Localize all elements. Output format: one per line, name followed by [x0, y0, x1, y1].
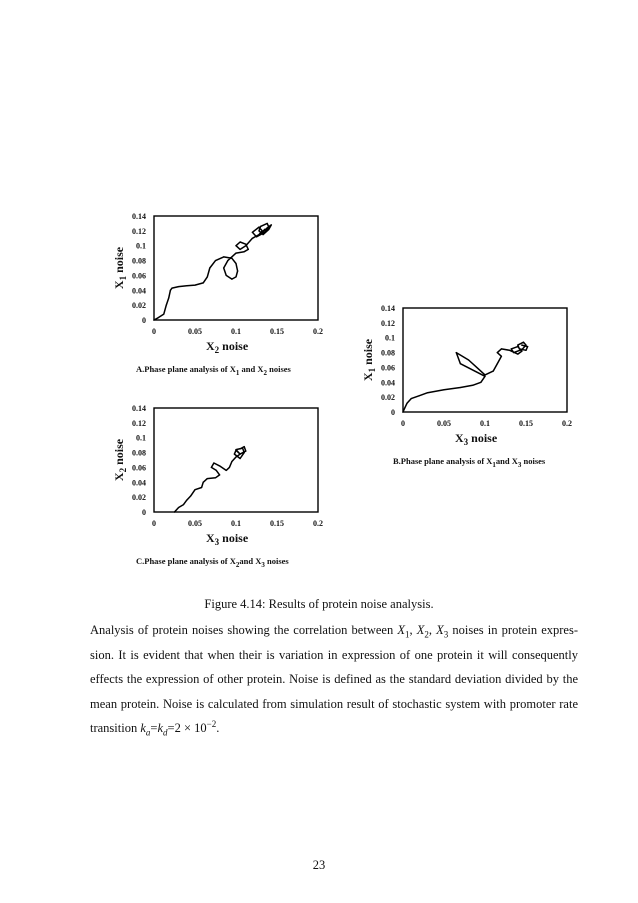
y-tick-label: 0.1 [136, 241, 146, 251]
trajectory-point [229, 467, 230, 468]
y-tick-label: 0.1 [136, 433, 146, 443]
trajectory-point [194, 489, 195, 490]
y-axis-label: $X_1$ noise [112, 246, 128, 290]
caption-part: 1 [492, 461, 496, 469]
plot-svg [108, 402, 338, 569]
trajectory-point [411, 398, 412, 399]
trajectory-point [480, 382, 481, 383]
y-tick-label: 0.14 [132, 404, 146, 413]
trajectory-point [517, 353, 518, 354]
y-tick-label: 0.08 [132, 256, 146, 266]
y-tick-label: 0.12 [132, 418, 146, 428]
trajectory-point [262, 232, 263, 233]
y-tick-label: 0.08 [132, 448, 146, 458]
caption-part: and X [239, 364, 264, 374]
trajectory-point [521, 349, 522, 350]
trajectory-point [484, 374, 485, 375]
caption-part: 2 [235, 561, 240, 569]
trajectory-point [166, 305, 167, 306]
trajectory-point [513, 352, 514, 353]
caption-part: 3 [517, 461, 522, 469]
y-axis-label: $X_1$ noise [361, 338, 377, 382]
trajectory-point [256, 236, 257, 237]
x-tick-label: 0.05 [188, 327, 202, 336]
trajectory-point [190, 495, 191, 496]
y-tick-label: 0.06 [132, 271, 146, 281]
trajectory-point [209, 267, 210, 268]
trajectory-point [223, 267, 224, 268]
trajectory-point [207, 276, 208, 277]
y-tick-label: 0.04 [381, 378, 395, 388]
trajectory-point [268, 229, 269, 230]
figure-caption: Figure 4.14: Results of protein noise analysis. [204, 597, 434, 611]
trajectory-point [244, 452, 245, 453]
text-segment: X [397, 623, 405, 637]
trajectory-point [252, 238, 253, 239]
trajectory-point [171, 287, 172, 288]
trajectory-point [260, 226, 261, 227]
trajectory-point [178, 507, 179, 508]
trajectory-point [456, 352, 457, 353]
x-tick-label: 0.15 [270, 327, 284, 336]
x-tick-label: 0 [152, 519, 156, 528]
caption-part: noises [264, 556, 289, 566]
text-segment: 2 [424, 629, 429, 640]
trajectory-point [402, 411, 403, 412]
y-tick-label: 0.04 [132, 286, 146, 296]
y-tick-label: 0.06 [132, 463, 146, 473]
plot-svg [108, 210, 338, 377]
text-segment: d [163, 727, 168, 738]
caption-part: and X [239, 556, 262, 566]
trajectory-point [501, 356, 502, 357]
trajectory-point [235, 456, 236, 457]
trajectory-point [419, 395, 420, 396]
trajectory-point [497, 363, 498, 364]
trajectory-point [404, 408, 405, 409]
x-tick-label: 0.15 [519, 419, 533, 428]
trajectory-point [186, 500, 187, 501]
trajectory-point [460, 363, 461, 364]
panel-caption [136, 364, 292, 377]
page-number: 23 [312, 858, 326, 872]
trajectory-point [227, 260, 228, 261]
trajectory-point [158, 317, 159, 318]
x-axis-label: $X_3$ noise [455, 431, 498, 447]
plot-svg [357, 302, 587, 469]
body-paragraph [90, 618, 578, 741]
trajectory-point [207, 478, 208, 479]
plot-frame [154, 408, 318, 512]
trajectory-point [234, 453, 235, 454]
trajectory-point [245, 245, 246, 246]
trajectory-point [427, 392, 428, 393]
trajectory-point [235, 276, 236, 277]
y-tick-label: 0.02 [132, 301, 146, 311]
trajectory-point [170, 290, 171, 291]
trajectory-line [403, 342, 528, 412]
x-tick-label: 0 [152, 327, 156, 336]
trajectory-point [219, 465, 220, 466]
trajectory-point [213, 462, 214, 463]
trajectory-point [258, 234, 259, 235]
caption-part: C.Phase plane analysis of X [136, 556, 236, 566]
phase-plot-c [108, 402, 338, 569]
trajectory-point [153, 319, 154, 320]
trajectory-point [203, 282, 204, 283]
y-tick-label: 0.08 [381, 348, 395, 358]
trajectory-point [231, 279, 232, 280]
trajectory-point [509, 350, 510, 351]
trajectory-point [443, 389, 444, 390]
x-tick-label: 0.2 [313, 519, 323, 528]
x-tick-label: 0.15 [270, 519, 284, 528]
plot-frame [403, 308, 567, 412]
trajectory-line [154, 223, 271, 320]
y-tick-label: 0.06 [381, 363, 395, 373]
trajectory-point [252, 232, 253, 233]
trajectory-point [523, 342, 524, 343]
trajectory-point [231, 258, 232, 259]
text-segment: noises in protein expres-sion. It is evident that when their is variation in expression of one protein it will consequently effects the expression of other protein. Noise is defined as the standard deviation divided by the mean protein. Noise is calculated from simulation result of stochastic system with promoter rate transition [90, 623, 578, 736]
y-tick-label: 0.02 [132, 493, 146, 503]
trajectory-point [264, 229, 265, 230]
trajectory-point [476, 367, 477, 368]
trajectory-point [235, 449, 236, 450]
trajectory-point [517, 345, 518, 346]
x-tick-label: 0.1 [231, 519, 241, 528]
trajectory-point [267, 227, 268, 228]
x-tick-label: 0 [401, 419, 405, 428]
trajectory-point [226, 470, 227, 471]
trajectory-point [258, 227, 259, 228]
trajectory-point [517, 346, 518, 347]
trajectory-point [211, 467, 212, 468]
y-tick-label: 0.1 [385, 333, 395, 343]
trajectory-point [262, 234, 263, 235]
trajectory-point [271, 224, 272, 225]
trajectory-point [240, 448, 241, 449]
phase-plot-a [108, 210, 338, 377]
panel-caption [393, 456, 546, 469]
phase-plot-b [357, 302, 587, 469]
x-axis-label: $X_2$ noise [206, 339, 249, 355]
trajectory-point [235, 253, 236, 254]
trajectory-point [194, 284, 195, 285]
trajectory-point [460, 387, 461, 388]
trajectory-point [468, 359, 469, 360]
x-axis-label: $X_3$ noise [206, 531, 249, 547]
caption-part: and X [495, 456, 518, 466]
text-segment: 3 [443, 629, 449, 640]
y-tick-label: 0.04 [132, 478, 146, 488]
plot-frame [154, 216, 318, 320]
trajectory-point [168, 297, 169, 298]
caption-part: A.Phase plane analysis of X [136, 364, 236, 374]
trajectory-point [235, 263, 236, 264]
trajectory-point [407, 402, 408, 403]
caption-part: 3 [261, 561, 265, 569]
trajectory-point [264, 232, 265, 233]
y-tick-label: 0.12 [381, 318, 395, 328]
trajectory-point [267, 223, 268, 224]
trajectory-point [472, 385, 473, 386]
y-tick-label: 0 [142, 316, 146, 325]
x-tick-label: 0.1 [480, 419, 490, 428]
y-tick-label: 0.02 [381, 393, 395, 403]
text-segment: Analysis of protein noises showing the correlation between [90, 623, 398, 637]
trajectory-point [226, 275, 227, 276]
trajectory-point [268, 227, 269, 228]
trajectory-point [262, 230, 263, 231]
caption-part: 1 [235, 369, 240, 377]
caption-part: noises [266, 364, 291, 374]
trajectory-point [240, 453, 241, 454]
trajectory-point [215, 477, 216, 478]
trajectory-point [235, 245, 236, 246]
text-segment: . [216, 721, 220, 736]
trajectory-point [245, 450, 246, 451]
trajectory-point [484, 376, 485, 377]
caption-part: 2 [263, 369, 267, 377]
trajectory-point [223, 256, 224, 257]
x-tick-label: 0.2 [313, 327, 323, 336]
trajectory-point [525, 345, 526, 346]
text-segment: X [436, 623, 444, 637]
text-segment: 1 [404, 629, 410, 640]
trajectory-point [186, 285, 187, 286]
trajectory-point [174, 511, 175, 512]
y-tick-label: 0.14 [132, 212, 146, 221]
trajectory-point [527, 346, 528, 347]
trajectory-point [242, 448, 243, 449]
trajectory-point [244, 251, 245, 252]
y-tick-label: 0.14 [381, 304, 395, 313]
trajectory-point [245, 244, 246, 245]
text-segment: =2 × 10 [167, 721, 207, 736]
trajectory-point [519, 348, 520, 349]
text-segment: = [150, 721, 158, 736]
trajectory-point [163, 313, 164, 314]
trajectory-point [521, 345, 522, 346]
trajectory-point [240, 249, 241, 250]
x-tick-label: 0.2 [562, 419, 572, 428]
trajectory-point [215, 260, 216, 261]
text-segment: k [140, 721, 146, 736]
trajectory-point [244, 446, 245, 447]
trajectory-point [240, 458, 241, 459]
trajectory-point [511, 348, 512, 349]
trajectory-point [240, 241, 241, 242]
x-tick-label: 0.05 [188, 519, 202, 528]
caption-part: noises [521, 456, 546, 466]
trajectory-point [525, 350, 526, 351]
text-segment: k [157, 721, 164, 736]
y-tick-label: 0 [142, 508, 146, 517]
trajectory-point [178, 286, 179, 287]
trajectory-point [521, 350, 522, 351]
trajectory-point [258, 230, 259, 231]
trajectory-point [201, 487, 202, 488]
x-tick-label: 0.1 [231, 327, 241, 336]
trajectory-point [248, 249, 249, 250]
trajectory-point [237, 270, 238, 271]
text-segment: −2 [206, 719, 217, 730]
trajectory-point [493, 371, 494, 372]
panel-caption [136, 556, 289, 569]
trajectory-point [219, 474, 220, 475]
y-tick-label: 0.12 [132, 226, 146, 236]
text-segment: X [416, 623, 425, 637]
y-axis-label: $X_2$ noise [112, 438, 128, 482]
x-tick-label: 0.05 [437, 419, 451, 428]
text-segment: , [428, 623, 437, 637]
trajectory-line [175, 447, 246, 512]
y-tick-label: 0 [391, 408, 395, 417]
trajectory-point [231, 461, 232, 462]
caption-part: B.Phase plane analysis of X [393, 456, 493, 466]
trajectory-point [183, 504, 184, 505]
text-segment: a [145, 727, 151, 738]
trajectory-point [497, 352, 498, 353]
trajectory-point [216, 470, 217, 471]
trajectory-point [203, 482, 204, 483]
trajectory-point [501, 348, 502, 349]
text-segment: , [409, 623, 417, 637]
